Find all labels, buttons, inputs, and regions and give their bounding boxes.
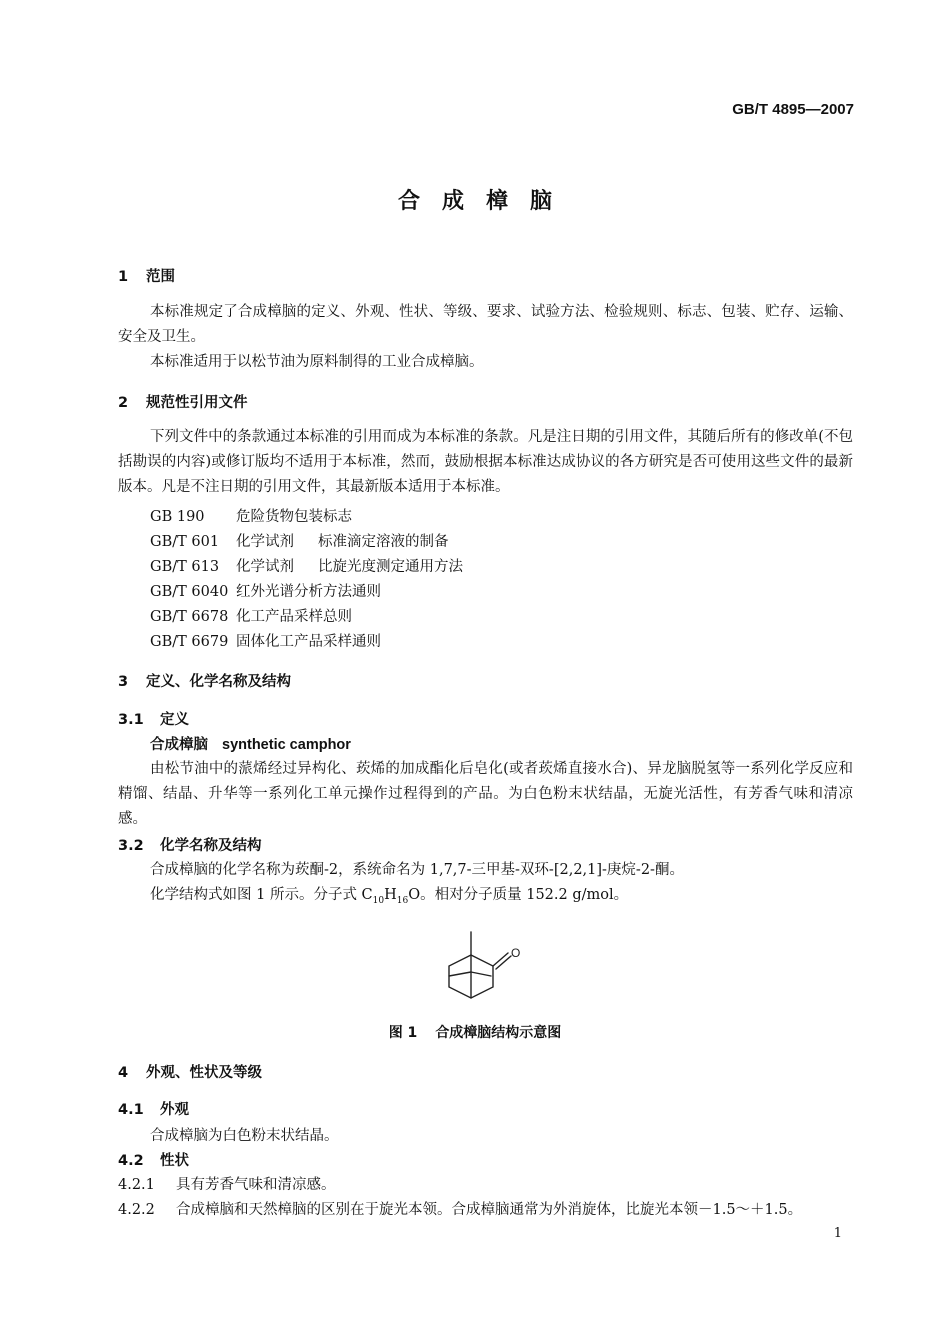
reference-item <box>150 530 449 551</box>
section-3-heading <box>118 670 291 691</box>
figure-number: 图 1 <box>388 1025 418 1041</box>
formula-subscript: 10 <box>372 895 385 906</box>
reference-title: 危险货物包装标志 <box>236 509 352 525</box>
reference-title: 化学试剂 <box>236 534 294 550</box>
reference-code: GB 190 <box>150 509 205 525</box>
page-number: 1 <box>833 1226 842 1241</box>
reference-code: GB/T 601 <box>150 534 220 550</box>
section-title: 定义 <box>160 712 189 728</box>
reference-code: GB/T 613 <box>150 559 220 575</box>
clause-4-2-1 <box>118 1173 336 1194</box>
formula-line <box>150 883 628 906</box>
figure-caption <box>0 1022 950 1042</box>
section-4-heading <box>118 1061 262 1082</box>
clause-number: 4.2.2 <box>118 1202 155 1218</box>
section-number: 4.1 <box>118 1102 144 1118</box>
formula-text: O。相对分子质量 152.2 g/mol。 <box>408 887 629 903</box>
section-number: 1 <box>118 269 129 285</box>
formula-subscript: 16 <box>396 895 409 906</box>
section-title: 范围 <box>146 269 175 285</box>
formula-text: 化学结构式如图 1 所示。分子式 C <box>150 887 373 903</box>
clause-number: 4.2.1 <box>118 1177 155 1193</box>
reference-code: GB/T 6679 <box>150 634 229 650</box>
section-2-heading <box>118 391 248 412</box>
definition-paragraph: 由松节油中的蒎烯经过异构化、莰烯的加成酯化后皂化(或者莰烯直接水合)、异龙脑脱氢等一系列化学反应和精馏、结晶、升华等一系列化工单元操作过程得到的产品。为白色粉末状结晶，无旋光活性，有芳香气味和清凉感。 <box>118 761 853 827</box>
section-number: 2 <box>118 395 129 411</box>
oxygen-label: O <box>511 946 521 960</box>
reference-title: 化工产品采样总则 <box>236 609 352 625</box>
formula-text: H <box>384 887 397 903</box>
section-number: 3.1 <box>118 712 144 728</box>
section-number: 4.2 <box>118 1153 144 1169</box>
document-title: 合成樟脑 <box>397 189 574 214</box>
section-title: 规范性引用文件 <box>146 395 248 411</box>
structure-bonds <box>449 932 511 998</box>
reference-item <box>150 630 381 651</box>
term-entry <box>150 733 351 754</box>
section-3-1-heading <box>118 708 189 729</box>
section-1-paragraph-2: 本标准适用于以松节油为原料制得的工业合成樟脑。 <box>150 354 484 370</box>
section-3-2-heading <box>118 834 262 855</box>
section-1-heading <box>118 265 175 286</box>
chemical-name-line: 合成樟脑的化学名称为莰酮-2，系统命名为 1,7,7-三甲基-双环-[2,2,1]-庚烷-2-酮。 <box>150 862 684 878</box>
reference-item <box>150 555 463 576</box>
reference-code: GB/T 6040 <box>150 584 229 600</box>
figure-title: 合成樟脑结构示意图 <box>435 1025 562 1041</box>
clause-4-2-2 <box>118 1198 802 1219</box>
clause-text: 合成樟脑和天然樟脑的区别在于旋光本领。合成樟脑通常为外消旋体，比旋光本领－1.5～＋1.5。 <box>176 1202 803 1218</box>
section-title: 化学名称及结构 <box>160 838 262 854</box>
section-title: 外观 <box>160 1102 189 1118</box>
term-english: synthetic camphor <box>222 737 351 753</box>
reference-item <box>150 605 352 626</box>
section-2-paragraph-1: 下列文件中的条款通过本标准的引用而成为本标准的条款。凡是注日期的引用文件，其随后所有的修改单(不包括勘误的内容)或修订版均不适用于本标准，然而，鼓励根据本标准达成协议的各方研究是否可使用这些文件的最新版本。凡是不注日期的引用文件，其最新版本适用于本标准。 <box>118 429 853 495</box>
section-title: 性状 <box>160 1153 189 1169</box>
reference-subtitle: 比旋光度测定通用方法 <box>318 559 463 575</box>
reference-title: 化学试剂 <box>236 559 294 575</box>
reference-item <box>150 505 352 526</box>
camphor-structure-figure <box>430 920 540 1002</box>
reference-subtitle: 标准滴定溶液的制备 <box>318 534 449 550</box>
section-4-2-heading <box>118 1149 189 1170</box>
reference-title: 固体化工产品采样通则 <box>236 634 381 650</box>
reference-item <box>150 580 381 601</box>
clause-text: 具有芳香气味和清凉感。 <box>176 1177 336 1193</box>
section-title: 定义、化学名称及结构 <box>146 674 291 690</box>
term-chinese: 合成樟脑 <box>150 737 208 753</box>
section-number: 4 <box>118 1065 129 1081</box>
standard-number: GB/T 4895—2007 <box>732 101 854 118</box>
reference-title: 红外光谱分析方法通则 <box>236 584 381 600</box>
reference-code: GB/T 6678 <box>150 609 229 625</box>
section-number: 3 <box>118 674 129 690</box>
section-number: 3.2 <box>118 838 144 854</box>
section-title: 外观、性状及等级 <box>146 1065 262 1081</box>
section-1-paragraph-1: 本标准规定了合成樟脑的定义、外观、性状、等级、要求、试验方法、检验规则、标志、包装、贮存、运输、安全及卫生。 <box>118 304 853 345</box>
appearance-text: 合成樟脑为白色粉末状结晶。 <box>150 1128 339 1144</box>
section-4-1-heading <box>118 1098 189 1119</box>
